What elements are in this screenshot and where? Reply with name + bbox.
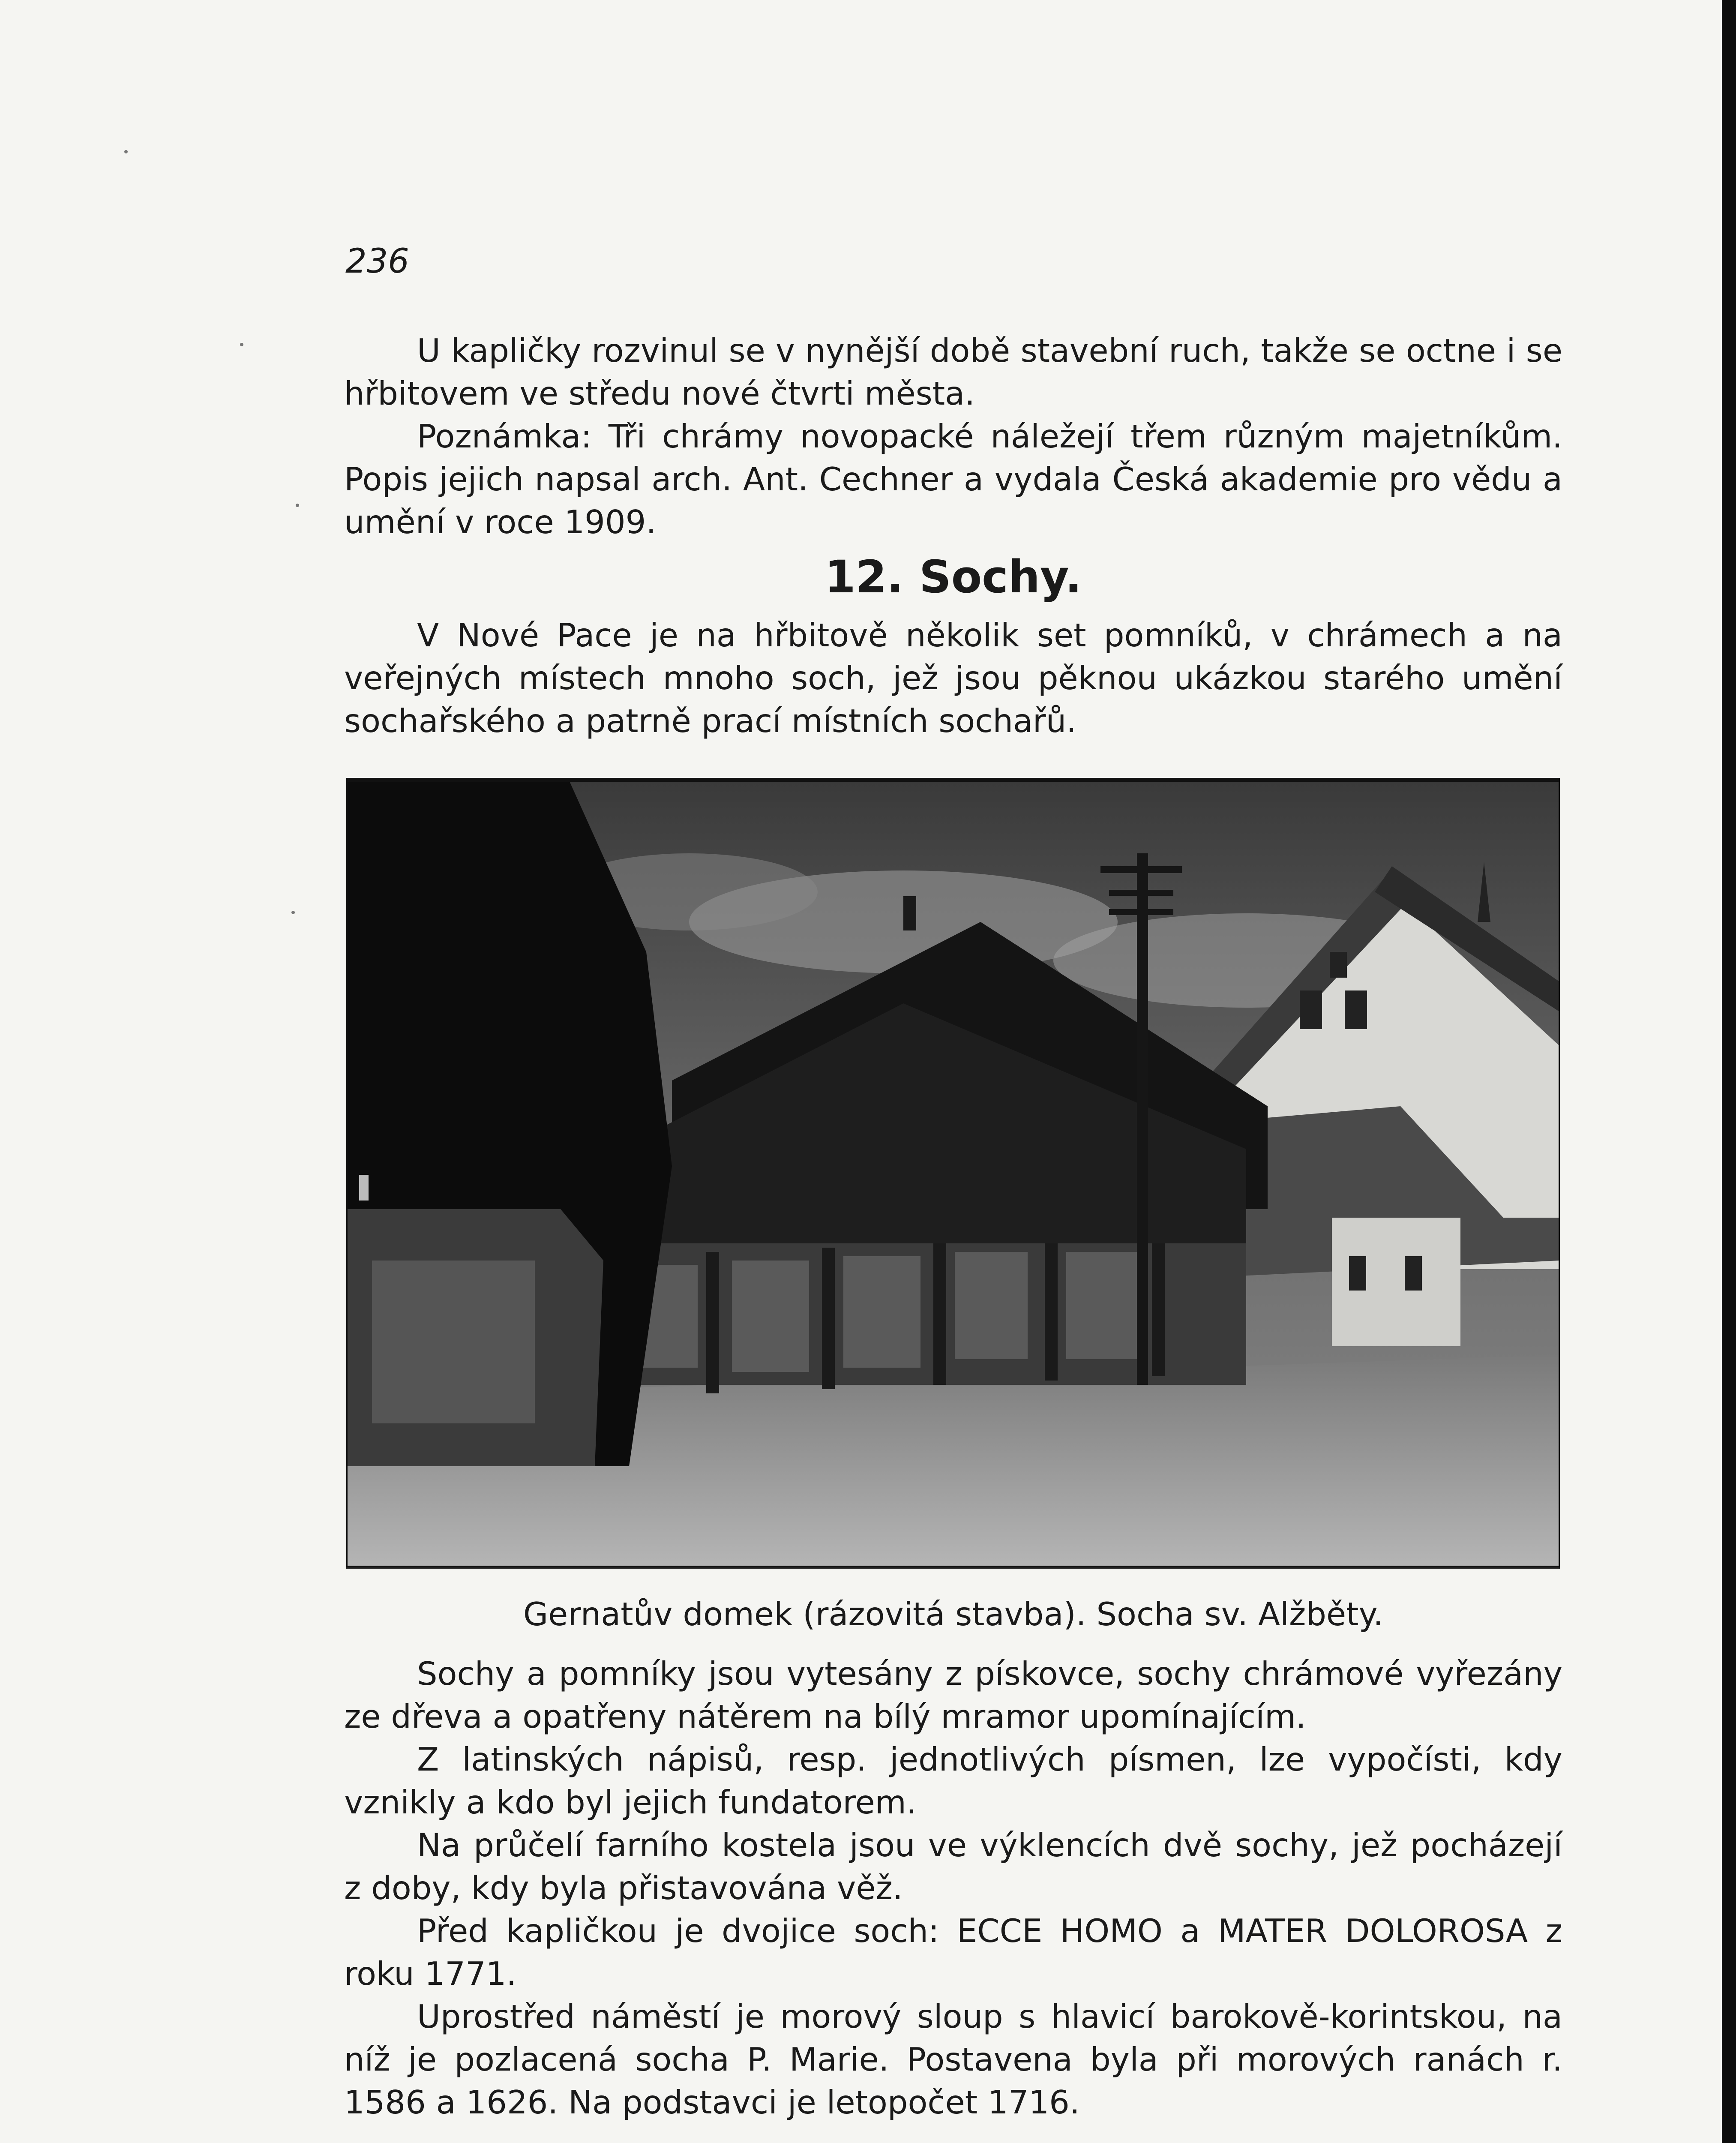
house-photo-illustration [346,780,1560,1567]
paragraph: Na průčelí farního kostela jsou ve výklencích dvě sochy, jež pocházejí z doby, kdy byla přistavována věž. [344,1826,1562,1907]
paragraph: Poznámka: Tři chrámy novopacké náležejí třem různým majetníkům. Popis jejich napsal arch. Ant. Cechner a vydala Česká akademie pro vědu a umění v roce 1909. [344,417,1562,541]
scan-speck [240,343,243,346]
paragraph: Uprostřed náměstí je morový sloup s hlavicí barokově-korintskou, na níž je pozlacená socha P. Marie. Postavena byla při morových ranách r. 1586 a 1626. Na podstavci je letopočet 1716. [344,1998,1562,2121]
paragraph: V Nové Pace je na hřbitově několik set pomníků, v chrámech a na veřejných místech mnoho soch, jež jsou pěknou ukázkou starého umění sochařského a patrně prací místních sochařů. [344,616,1562,740]
paragraph: U kapličky rozvinul se v nynější době stavební ruch, takže se octne i se hřbitovem ve středu nové čtvrti města. [344,332,1562,412]
scan-speck [124,150,128,153]
text-block-intro [344,614,1562,742]
paragraph: Před kapličkou je dvojice soch: ECCE HOMO a MATER DOLOROSA z roku 1771. [344,1912,1562,1993]
paragraph: Z latinských nápisů, resp. jednotlivých písmen, lze vypočísti, kdy vznikly a kdo byl jejich fundatorem. [344,1741,1562,1821]
scan-speck [296,504,299,507]
photo-caption: Gernatův domek (rázovitá stavba). Socha sv. Alžběty. [523,1595,1384,1633]
text-block-top [344,329,1562,543]
section-heading: 12. Sochy. [825,551,1082,603]
photograph [346,778,1560,1569]
paragraph: Sochy a pomníky jsou vytesány z pískovce, sochy chrámové vyřezány ze dřeva a opatřeny nátěrem na bílý mramor upomínajícím. [344,1655,1562,1735]
page-number: 236 [345,242,409,281]
scan-speck [291,911,295,914]
text-block-bottom [344,1652,1562,2124]
